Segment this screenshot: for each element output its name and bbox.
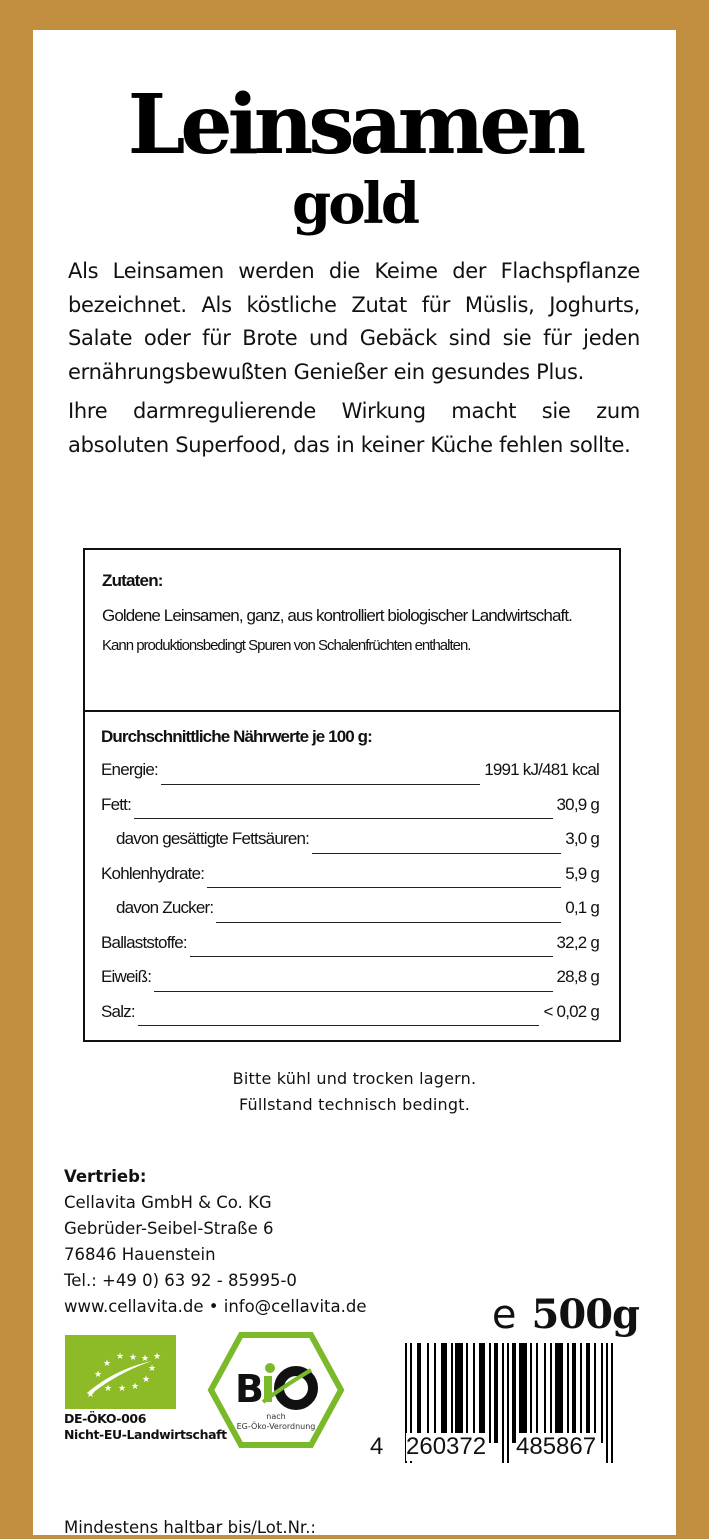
ingredients-text: Goldene Leinsamen, ganz, aus kontrolliert biologischer Landwirtschaft.	[102, 606, 572, 625]
barcode-right-group: 485867	[516, 1433, 597, 1460]
net-weight-value: 500g	[531, 1291, 639, 1338]
nutrition-row-sugar	[101, 893, 599, 928]
eu-origin: Nicht-EU-Landwirtschaft	[64, 1427, 227, 1442]
vendor-heading: Vertrieb:	[64, 1167, 147, 1186]
vendor-web-email: www.cellavita.de • info@cellavita.de	[64, 1297, 367, 1316]
nutrition-label: Energie:	[101, 760, 158, 779]
svg-text:★: ★	[104, 1384, 113, 1394]
nutrition-label: davon gesättigte Fettsäuren:	[116, 829, 310, 848]
product-subtitle: gold	[292, 171, 417, 237]
bio-hexagon-icon	[207, 1330, 345, 1450]
nutrition-value: 5,9 g	[565, 863, 599, 883]
nutrition-label: Salz:	[101, 1001, 135, 1021]
nutrition-label: Eiweiß:	[101, 967, 152, 986]
nutrition-value: 28,8 g	[556, 967, 599, 986]
vendor-block	[64, 1164, 367, 1320]
leader-line	[190, 938, 553, 957]
allergen-note: Kann produktionsbedingt Spuren von Schalenfrüchten enthalten.	[102, 637, 471, 654]
svg-text:★: ★	[118, 1384, 127, 1394]
leader-line	[138, 1007, 540, 1026]
svg-text:★: ★	[141, 1354, 150, 1364]
nutrition-row-salt	[101, 997, 599, 1032]
svg-text:★: ★	[153, 1352, 162, 1362]
product-description	[68, 255, 640, 468]
net-weight	[492, 1292, 639, 1338]
leader-line	[216, 904, 561, 923]
storage-line: Bitte kühl und trocken lagern.	[232, 1069, 477, 1088]
svg-text:B: B	[235, 1367, 264, 1411]
vendor-company: Cellavita GmbH & Co. KG	[64, 1193, 272, 1212]
svg-text:★: ★	[116, 1352, 125, 1362]
nutrition-section	[85, 712, 619, 1031]
nutrition-row-energy	[101, 755, 599, 790]
vendor-phone: Tel.: +49 0) 63 92 - 85995-0	[64, 1271, 297, 1290]
svg-text:★: ★	[129, 1353, 138, 1363]
svg-text:nach: nach	[266, 1412, 286, 1421]
product-title: Leinsamen	[127, 77, 582, 173]
nutrition-row-protein	[101, 962, 599, 997]
nutrition-value: 32,2 g	[556, 932, 599, 952]
eu-certification-text	[64, 1411, 227, 1443]
leader-line	[207, 869, 561, 888]
vendor-city: 76846 Hauenstein	[64, 1245, 216, 1264]
fill-level-note: Füllstand technisch bedingt.	[238, 1095, 470, 1114]
svg-text:★: ★	[103, 1359, 112, 1369]
leader-line	[154, 973, 552, 992]
nutrition-label: Kohlenhydrate:	[101, 863, 205, 883]
nutrition-row-fat	[101, 790, 599, 825]
nutrition-value: < 0,02 g	[543, 1001, 599, 1021]
barcode-left-group: 260372	[406, 1433, 487, 1460]
leader-line	[161, 766, 480, 785]
leader-line	[312, 835, 561, 854]
svg-text:★: ★	[131, 1382, 140, 1392]
leader-line	[134, 800, 553, 819]
ingredients-section	[85, 550, 619, 712]
description-paragraph: Ihre darmregulierende Wirkung macht sie zum absoluten Superfood, das in keiner Küche fehlen sollte.	[68, 399, 640, 457]
best-before-label: Mindestens haltbar bis/Lot.Nr.:	[64, 1518, 316, 1537]
svg-text:★: ★	[148, 1364, 157, 1374]
eu-control-code: DE-ÖKO-006	[64, 1411, 146, 1426]
nutrition-row-fiber	[101, 928, 599, 963]
nutrition-row-carbohydrates	[101, 859, 599, 894]
ingredients-heading: Zutaten:	[102, 571, 163, 590]
svg-text:EG-Öko-Verordnung: EG-Öko-Verordnung	[236, 1422, 316, 1431]
label-panel	[33, 30, 676, 1535]
storage-instructions	[33, 1066, 676, 1118]
svg-text:★: ★	[94, 1370, 103, 1380]
estimated-sign-icon: e	[491, 1292, 516, 1338]
vendor-street: Gebrüder-Seibel-Straße 6	[64, 1219, 274, 1238]
nutrition-value: 1991 kJ/481 kcal	[484, 760, 599, 779]
svg-text:★: ★	[142, 1375, 151, 1385]
barcode-first-digit: 4	[370, 1433, 384, 1460]
nutrition-value: 30,9 g	[556, 794, 599, 814]
svg-text:★: ★	[86, 1389, 95, 1400]
info-box	[83, 548, 621, 1042]
nutrition-label: Fett:	[101, 794, 132, 814]
nutrition-label: davon Zucker:	[116, 898, 214, 917]
nutrition-value: 0,1 g	[565, 898, 599, 917]
nutrition-value: 3,0 g	[565, 829, 599, 848]
nutrition-row-saturated-fat	[101, 824, 599, 859]
nutrition-heading: Durchschnittliche Nährwerte je 100 g:	[101, 727, 372, 746]
nutrition-label: Ballaststoffe:	[101, 932, 187, 952]
description-paragraph: Als Leinsamen werden die Keime der Flachspflanze bezeichnet. Als köstliche Zutat für Müslis, Joghurts, Salate oder für Brote und Gebäck sind sie für jeden ernährungsbewußten Genießer ein gesundes Plus.	[68, 259, 640, 384]
eu-organic-leaf-icon	[65, 1335, 176, 1409]
